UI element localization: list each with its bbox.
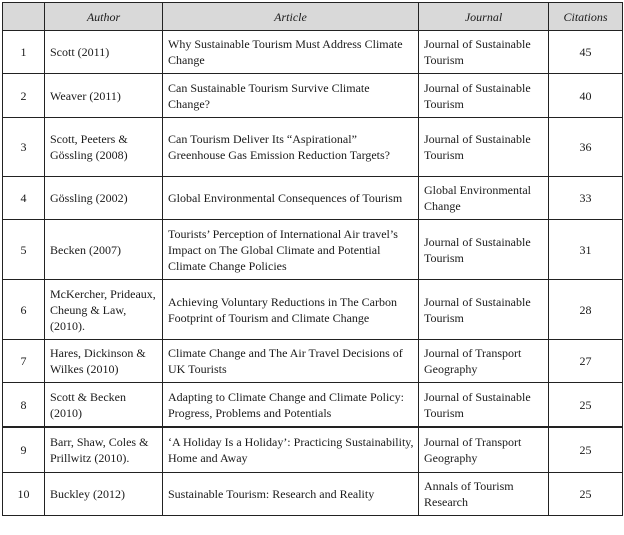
journal-cell: Journal of Sustainable Tourism — [419, 74, 549, 118]
table-row — [3, 427, 623, 473]
journal-cell: Journal of Sustainable Tourism — [419, 220, 549, 280]
citations-cell: 36 — [549, 118, 623, 177]
article-cell: Global Environmental Consequences of Tourism — [163, 177, 419, 220]
table-row — [3, 383, 623, 428]
journal-cell: Global Environmental Change — [419, 177, 549, 220]
row-number: 9 — [3, 427, 45, 473]
journal-cell: Annals of Tourism Research — [419, 473, 549, 516]
article-cell: Sustainable Tourism: Research and Reality — [163, 473, 419, 516]
journal-cell: Journal of Sustainable Tourism — [419, 118, 549, 177]
article-cell: Tourists’ Perception of International Air travel’s Impact on The Global Climate and Potential Climate Change Policies — [163, 220, 419, 280]
author-cell: Gössling (2002) — [45, 177, 163, 220]
article-cell: Climate Change and The Air Travel Decisions of UK Tourists — [163, 340, 419, 383]
article-cell: Can Sustainable Tourism Survive Climate Change? — [163, 74, 419, 118]
table-row — [3, 177, 623, 220]
header-article: Article — [163, 3, 419, 31]
table-row — [3, 74, 623, 118]
row-number: 6 — [3, 280, 45, 340]
journal-cell: Journal of Transport Geography — [419, 427, 549, 473]
journal-cell: Journal of Transport Geography — [419, 340, 549, 383]
article-cell: Why Sustainable Tourism Must Address Climate Change — [163, 31, 419, 74]
row-number: 4 — [3, 177, 45, 220]
journal-cell: Journal of Sustainable Tourism — [419, 280, 549, 340]
row-number: 5 — [3, 220, 45, 280]
citations-cell: 45 — [549, 31, 623, 74]
author-cell: Scott, Peeters & Gössling (2008) — [45, 118, 163, 177]
table-row — [3, 220, 623, 280]
table-row — [3, 280, 623, 340]
author-cell: Scott (2011) — [45, 31, 163, 74]
header-num — [3, 3, 45, 31]
citations-cell: 28 — [549, 280, 623, 340]
header-citations: Citations — [549, 3, 623, 31]
row-number: 8 — [3, 383, 45, 428]
table-row — [3, 31, 623, 74]
journal-cell: Journal of Sustainable Tourism — [419, 31, 549, 74]
table-row — [3, 340, 623, 383]
citations-table — [2, 2, 623, 516]
author-cell: Barr, Shaw, Coles & Prillwitz (2010). — [45, 427, 163, 473]
author-cell: Scott & Becken (2010) — [45, 383, 163, 428]
header-journal: Journal — [419, 3, 549, 31]
journal-cell: Journal of Sustainable Tourism — [419, 383, 549, 428]
table-row — [3, 473, 623, 516]
row-number: 2 — [3, 74, 45, 118]
author-cell: Hares, Dickinson & Wilkes (2010) — [45, 340, 163, 383]
article-cell: ‘A Holiday Is a Holiday’: Practicing Sustainability, Home and Away — [163, 427, 419, 473]
citations-cell: 25 — [549, 383, 623, 428]
article-cell: Achieving Voluntary Reductions in The Carbon Footprint of Tourism and Climate Change — [163, 280, 419, 340]
row-number: 3 — [3, 118, 45, 177]
citations-cell: 40 — [549, 74, 623, 118]
citations-cell: 25 — [549, 427, 623, 473]
article-cell: Can Tourism Deliver Its “Aspirational” Greenhouse Gas Emission Reduction Targets? — [163, 118, 419, 177]
header-author: Author — [45, 3, 163, 31]
citations-cell: 25 — [549, 473, 623, 516]
author-cell: Becken (2007) — [45, 220, 163, 280]
citations-cell: 27 — [549, 340, 623, 383]
row-number: 7 — [3, 340, 45, 383]
row-number: 1 — [3, 31, 45, 74]
table-row — [3, 118, 623, 177]
citations-cell: 31 — [549, 220, 623, 280]
article-cell: Adapting to Climate Change and Climate Policy: Progress, Problems and Potentials — [163, 383, 419, 428]
header-row — [3, 3, 623, 31]
citations-cell: 33 — [549, 177, 623, 220]
author-cell: Weaver (2011) — [45, 74, 163, 118]
author-cell: McKercher, Prideaux, Cheung & Law, (2010). — [45, 280, 163, 340]
row-number: 10 — [3, 473, 45, 516]
author-cell: Buckley (2012) — [45, 473, 163, 516]
